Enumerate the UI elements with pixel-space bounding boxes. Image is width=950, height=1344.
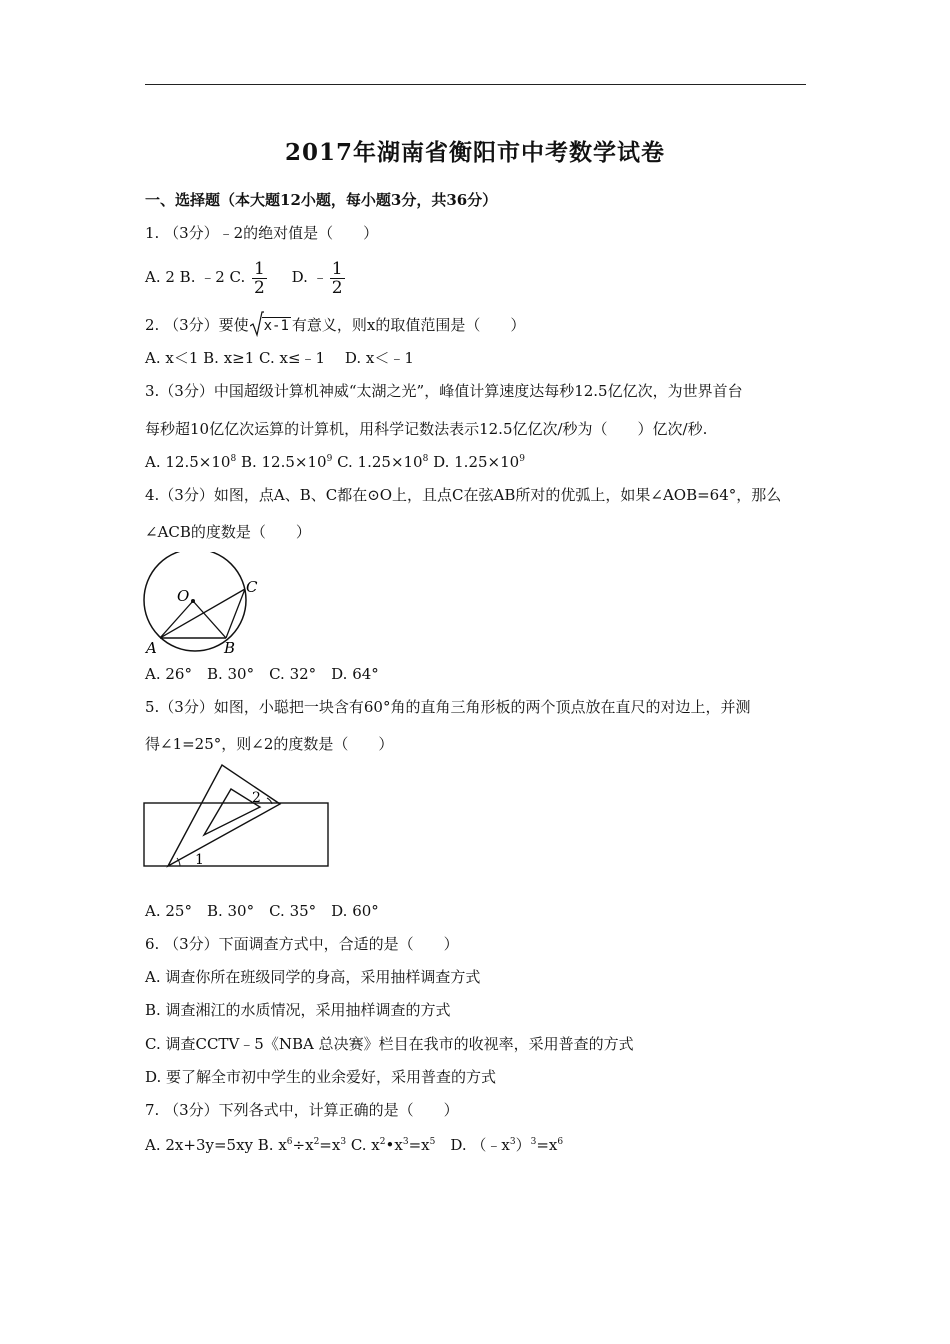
q1-fraction-d-numerator: 1: [331, 258, 343, 279]
q1-fraction-numerator: 1: [254, 258, 265, 279]
q7-exp: 3: [530, 1137, 537, 1147]
question-6-option-c: C. 调查CCTV﹣5《NBA 总决赛》栏目在我市的收视率，采用普查的方式: [145, 1035, 634, 1053]
q7-part: ÷x: [292, 1136, 314, 1154]
question-6-option-b: B. 调查湘江的水质情况，采用抽样调查的方式: [145, 1001, 451, 1019]
question-3-line1: 3.（3分）中国超级计算机神威“太湖之光”，峰值计算速度达每秒12.5亿亿次，为世界首台: [145, 382, 743, 400]
question-6-option-d: D. 要了解全市初中学生的业余爱好，采用普查的方式: [145, 1068, 497, 1086]
q3-exp-a: 8: [230, 454, 237, 464]
question-2-stem: [145, 315, 525, 336]
q1-fraction-d-denominator: 2: [331, 277, 343, 298]
page-title: 2017年湖南省衡阳市中考数学试卷: [284, 139, 665, 166]
q3-opt-c: C. 1.25×10: [332, 453, 423, 471]
question-1-options: [145, 258, 347, 297]
q7-part-a: A. 2x+3y=5xy B. x: [145, 1136, 287, 1154]
label-c: C: [246, 578, 258, 596]
question-4-line2: ∠ACB的度数是（ ）: [145, 523, 311, 541]
q3-exp-b: 9: [326, 454, 333, 464]
q3-opt-b: B. 12.5×10: [236, 453, 327, 471]
q1-fraction-d: [330, 260, 345, 297]
question-4-options: A. 26° B. 30° C. 32° D. 64°: [145, 665, 379, 683]
q2-stem-pre: 2. （3分）要使: [145, 316, 249, 334]
q1-fraction-c: [252, 260, 267, 297]
question-5-options: A. 25° B. 30° C. 35° D. 60°: [145, 902, 379, 920]
question-4-line1: 4.（3分）如图，点A、B、C都在⊙O上，且点C在弦AB所对的优弧上，如果∠AOB=64°，那么: [145, 486, 782, 504]
question-5-line1: 5.（3分）如图，小聪把一块含有60°角的直角三角形板的两个顶点放在直尺的对边上，并测: [145, 698, 751, 716]
radical-sign-icon: [250, 311, 264, 337]
q7-exp: 2: [313, 1137, 320, 1147]
sqrt-expression: [250, 315, 291, 336]
segment-ac: [160, 589, 245, 638]
label-o: O: [177, 587, 190, 605]
label-a: A: [146, 639, 157, 657]
q7-exp: 3: [340, 1137, 347, 1147]
segment-ob: [193, 601, 226, 638]
q7-exp: 6: [557, 1137, 564, 1147]
q7-exp: 6: [286, 1137, 293, 1147]
question-2-options: A. x＜1 B. x≥1 C. x≤﹣1 D. x＜﹣1: [145, 349, 414, 367]
question-7-stem: 7. （3分）下列各式中，计算正确的是（ ）: [145, 1101, 459, 1119]
header-rule: [145, 84, 806, 85]
center-point: [191, 599, 195, 603]
q3-opt-a: A. 12.5×10: [145, 453, 231, 471]
q7-exp: 3: [509, 1137, 516, 1147]
q1-options-text: A. 2 B. ﹣2 C.: [145, 268, 246, 286]
q7-part-d: D. （﹣x: [435, 1136, 510, 1154]
angle-2-label: 2: [252, 790, 261, 806]
ruler-triangle-diagram: [140, 760, 335, 872]
q7-part: •x: [385, 1136, 403, 1154]
set-square-outer: [168, 765, 280, 866]
segment-oa: [160, 601, 193, 638]
q3-exp-c: 8: [422, 454, 429, 464]
question-3-options: [145, 452, 525, 472]
q3-exp-d: 9: [519, 454, 525, 464]
angle-1-label: 1: [195, 852, 204, 868]
q7-part-c: C. x: [346, 1136, 380, 1154]
q7-part: ）: [515, 1136, 531, 1154]
section-heading: 一、选择题（本大题12小题，每小题3分，共36分）: [145, 191, 498, 209]
q3-opt-d: D. 1.25×10: [428, 453, 520, 471]
q7-exp: 5: [429, 1137, 436, 1147]
question-6-stem: 6. （3分）下面调查方式中，合适的是（ ）: [145, 935, 459, 953]
sqrt-radicand: x-1: [263, 318, 289, 334]
question-1-stem: 1. （3分）﹣2的绝对值是（ ）: [145, 224, 379, 242]
ruler: [144, 803, 328, 866]
circle-o: [144, 552, 246, 651]
q1-option-d: D. ﹣: [291, 268, 328, 286]
question-7-options: [145, 1135, 563, 1155]
q7-part: =x: [536, 1136, 558, 1154]
label-b: B: [224, 639, 236, 657]
question-6-option-a: A. 调查你所在班级同学的身高，采用抽样调查方式: [145, 968, 481, 986]
q1-fraction-denominator: 2: [254, 277, 265, 298]
q7-exp: 3: [402, 1137, 409, 1147]
question-3-line2: 每秒超10亿亿次运算的计算机，用科学记数法表示12.5亿亿次/秒为（ ）亿次/秒.: [145, 420, 708, 438]
q7-part: =x: [408, 1136, 430, 1154]
q7-exp: 2: [379, 1137, 386, 1147]
question-5-line2: 得∠1=25°，则∠2的度数是（ ）: [145, 735, 394, 753]
circle-diagram: [138, 552, 268, 657]
q7-part: =x: [319, 1136, 341, 1154]
q2-stem-post: 有意义，则x的取值范围是（ ）: [291, 316, 526, 334]
